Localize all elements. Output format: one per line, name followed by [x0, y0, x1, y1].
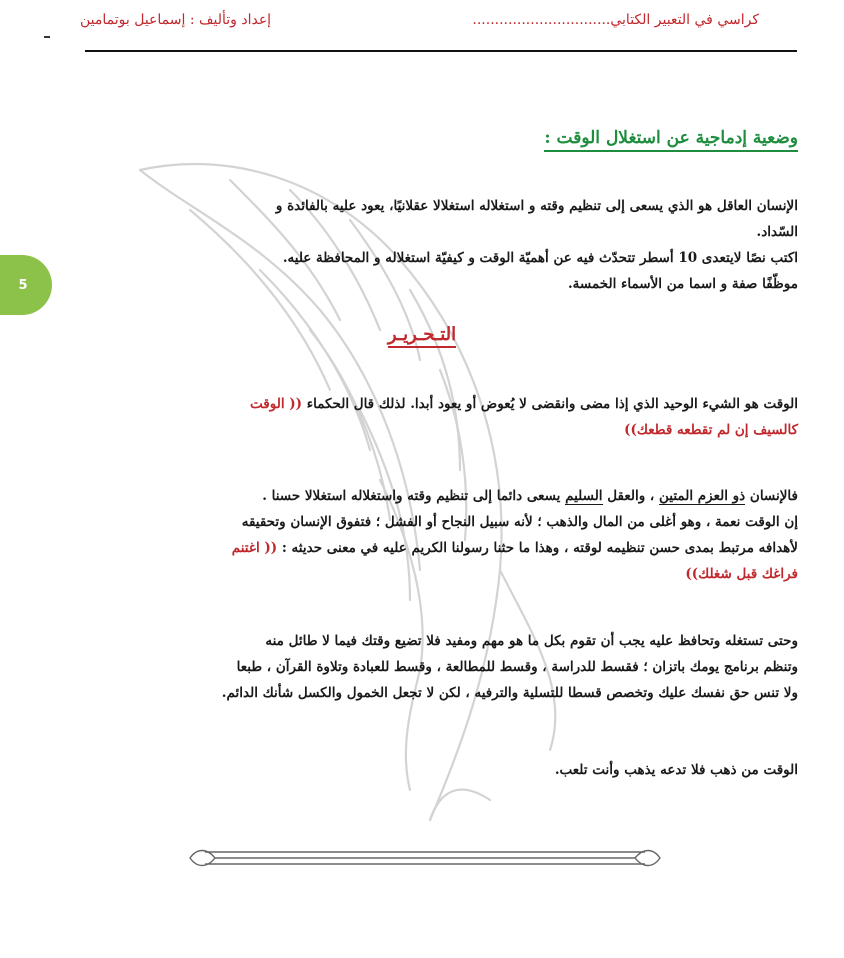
paragraph-line: لأهدافه مرتبط بمدى حسن تنظيمه لوقته ، وهذا ما حثنا رسولنا الكريم عليه في معنى حديثه : (( اغتنم: [231, 540, 798, 556]
paragraph-line: وتنظم برنامج يومك باتزان ؛ فقسط للدراسة ، وقسط للمطالعة ، وقسط للعبادة وتلاوة القرآن ، طبعا: [236, 659, 798, 675]
page-number-badge: 5: [0, 255, 52, 315]
paragraph-1: [44, 391, 798, 443]
paragraph-line: الوقت هو الشيء الوحيد الذي إذا مضى وانقضى لا يُعوض أو يعود أبدا. لذلك قال الحكماء (( الوقت: [250, 396, 798, 412]
section-title: وضعية إدماجية عن استغلال الوقت :: [544, 128, 798, 152]
intro-line: السّداد.: [756, 224, 798, 240]
intro-paragraph: [44, 193, 798, 297]
intro-line: الإنسان العاقل هو الذي يسعى إلى تنظيم وقته و استغلاله استغلالا عقلانيًا، يعود عليه بالفائدة و: [275, 198, 798, 214]
divider-ornament-icon: [185, 842, 665, 874]
paragraph-2: [44, 483, 798, 587]
booklet-title: كراسي في التعبير الكتابي...............................: [472, 12, 759, 28]
intro-line: موظّفًا صفة و اسما من الأسماء الخمسة.: [567, 276, 798, 292]
quote-text: (( اغتنم: [231, 540, 278, 556]
underlined-adjective: السليم: [565, 488, 603, 504]
author-credit: إعداد وتأليف : إسماعيل بوتمامين: [80, 12, 272, 28]
header-divider: [85, 50, 797, 52]
intro-line: اكتب نصًا لايتعدى 10 أسطر تتحدّث فيه عن أهميّة الوقت و كيفيّة استغلاله و المحافظة عليه.: [282, 250, 798, 266]
paragraph-line: إن الوقت نعمة ، وهو أغلى من المال والذهب ؛ لأنه سبيل النجاح أو الفشل ؛ فتفوق الإنسان وتحقيقه: [241, 514, 798, 530]
paragraph-line: ولا تنس حق نفسك عليك وتخصص قسطا للتسلية والترفيه ، لكن لا تجعل الخمول والكسل شأنك الدائم.: [221, 685, 798, 701]
paragraph-line: فالإنسان ذو العزم المتين ، والعقل السليم يسعى دائما إلى تنظيم وقته واستغلاله استغلالا حسنا .: [262, 488, 798, 504]
paragraph-3: [44, 628, 798, 706]
page-header: [80, 12, 759, 28]
quote-text: فراغك قبل شغلك)): [685, 566, 798, 582]
tahrir-heading: التـحـريـر: [0, 324, 844, 345]
quote-text: كالسيف إن لم تقطعه قطعك)): [624, 422, 798, 438]
quote-text: (( الوقت: [250, 396, 303, 412]
paragraph-line: وحتى تستغله وتحافظ عليه يجب أن تقوم بكل ما هو مهم ومفيد فلا تضيع وقتك فيما لا طائل منه: [265, 633, 798, 649]
header-dash: [44, 36, 50, 38]
underlined-adjective: ذو العزم المتين: [658, 488, 746, 504]
closing-sentence: الوقت من ذهب فلا تدعه يذهب وأنت تلعب.: [554, 762, 798, 778]
